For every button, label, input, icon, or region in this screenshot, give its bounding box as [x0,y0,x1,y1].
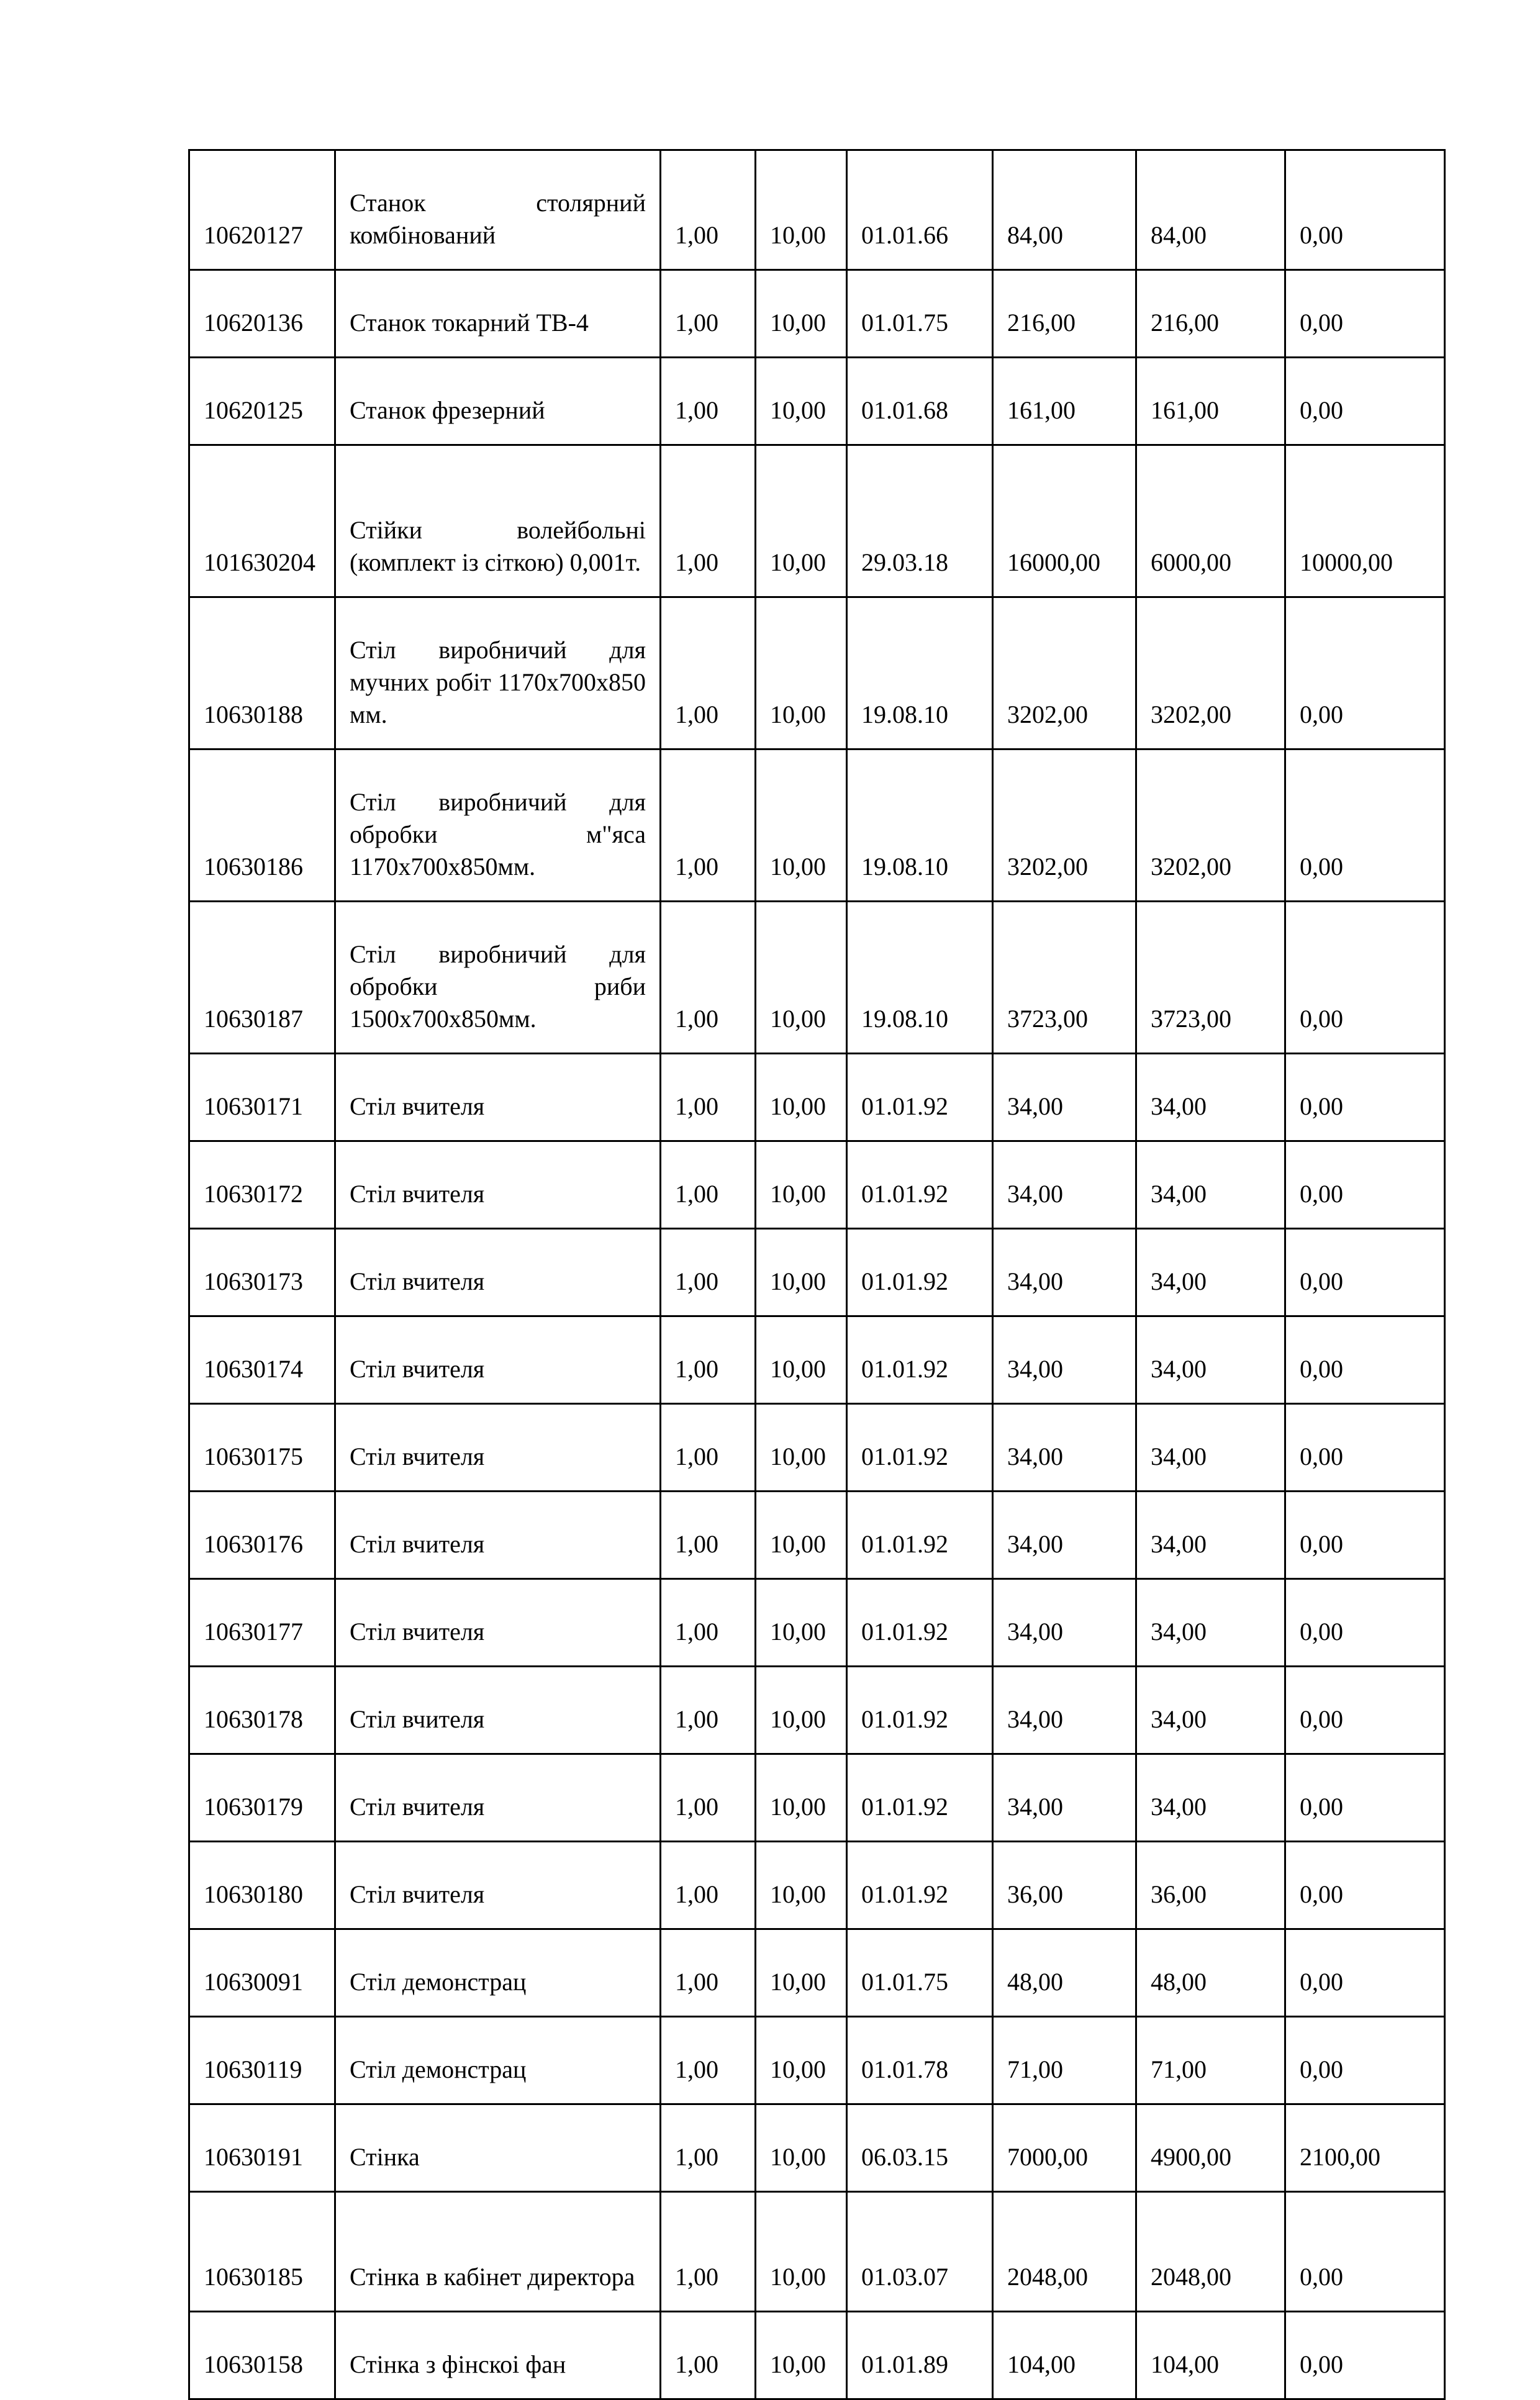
cost: 104,00 [993,2312,1136,2399]
depreciation: 34,00 [1136,1492,1285,1579]
inventory-code: 10630178 [189,1667,335,1754]
inventory-code: 10630172 [189,1141,335,1229]
residual-value: 0,00 [1285,270,1445,358]
rate: 10,00 [756,749,847,902]
table-row [189,2104,1445,2192]
depreciation: 3202,00 [1136,597,1285,749]
residual-value: 0,00 [1285,2017,1445,2104]
table-row [189,2312,1445,2399]
item-name: Стіл вчителя [335,1229,661,1316]
item-name: Стіл вчителя [335,1842,661,1929]
residual-value: 0,00 [1285,902,1445,1054]
cost: 34,00 [993,1141,1136,1229]
rate: 10,00 [756,2017,847,2104]
date: 19.08.10 [847,597,993,749]
item-name: Стіл вчителя [335,1492,661,1579]
quantity: 1,00 [661,597,756,749]
inventory-code: 10630187 [189,902,335,1054]
depreciation: 34,00 [1136,1141,1285,1229]
cost: 3723,00 [993,902,1136,1054]
residual-value: 0,00 [1285,1229,1445,1316]
rate: 10,00 [756,2312,847,2399]
table-row [189,1754,1445,1842]
depreciation: 34,00 [1136,1754,1285,1842]
residual-value: 0,00 [1285,597,1445,749]
date: 19.08.10 [847,902,993,1054]
cost: 34,00 [993,1754,1136,1842]
depreciation: 48,00 [1136,1929,1285,2017]
date: 06.03.15 [847,2104,993,2192]
date: 01.01.92 [847,1229,993,1316]
depreciation: 104,00 [1136,2312,1285,2399]
inventory-code: 10630171 [189,1054,335,1141]
quantity: 1,00 [661,1929,756,2017]
quantity: 1,00 [661,2312,756,2399]
inventory-table-body [189,150,1445,2399]
date: 19.08.10 [847,749,993,902]
date: 01.01.66 [847,150,993,270]
item-name: Стійки волейбольні (комплект із сіткою) 0,001т. [335,445,661,597]
rate: 10,00 [756,2192,847,2312]
table-row [189,1579,1445,1667]
date: 01.01.89 [847,2312,993,2399]
depreciation: 84,00 [1136,150,1285,270]
depreciation: 36,00 [1136,1842,1285,1929]
item-name: Стіл виробничий для обробки риби 1500х700х850мм. [335,902,661,1054]
rate: 10,00 [756,1492,847,1579]
quantity: 1,00 [661,358,756,445]
cost: 16000,00 [993,445,1136,597]
quantity: 1,00 [661,902,756,1054]
quantity: 1,00 [661,2192,756,2312]
rate: 10,00 [756,1579,847,1667]
residual-value: 0,00 [1285,749,1445,902]
item-name: Стіл виробничий для обробки м"яса 1170х700х850мм. [335,749,661,902]
inventory-code: 10630179 [189,1754,335,1842]
quantity: 1,00 [661,749,756,902]
cost: 3202,00 [993,597,1136,749]
quantity: 1,00 [661,1667,756,1754]
cost: 84,00 [993,150,1136,270]
inventory-code: 10630173 [189,1229,335,1316]
cost: 34,00 [993,1667,1136,1754]
table-row [189,150,1445,270]
table-row [189,1667,1445,1754]
quantity: 1,00 [661,270,756,358]
item-name: Стіл вчителя [335,1404,661,1492]
depreciation: 161,00 [1136,358,1285,445]
item-name: Стіл вчителя [335,1667,661,1754]
residual-value: 0,00 [1285,2312,1445,2399]
inventory-code: 10630119 [189,2017,335,2104]
rate: 10,00 [756,1141,847,1229]
table-row [189,1929,1445,2017]
inventory-code: 10630177 [189,1579,335,1667]
date: 01.01.92 [847,1667,993,1754]
date: 01.01.75 [847,1929,993,2017]
item-name: Стіл демонстрац [335,2017,661,2104]
depreciation: 3723,00 [1136,902,1285,1054]
table-row [189,1316,1445,1404]
cost: 216,00 [993,270,1136,358]
inventory-code: 10630186 [189,749,335,902]
rate: 10,00 [756,1842,847,1929]
cost: 36,00 [993,1842,1136,1929]
quantity: 1,00 [661,2017,756,2104]
date: 01.03.07 [847,2192,993,2312]
quantity: 1,00 [661,1229,756,1316]
date: 01.01.92 [847,1492,993,1579]
depreciation: 3202,00 [1136,749,1285,902]
residual-value: 0,00 [1285,150,1445,270]
depreciation: 6000,00 [1136,445,1285,597]
residual-value: 0,00 [1285,1842,1445,1929]
table-row [189,902,1445,1054]
inventory-code: 101630204 [189,445,335,597]
inventory-code: 10620127 [189,150,335,270]
table-row [189,2017,1445,2104]
inventory-code: 10630175 [189,1404,335,1492]
residual-value: 0,00 [1285,1141,1445,1229]
quantity: 1,00 [661,1404,756,1492]
residual-value: 0,00 [1285,1404,1445,1492]
date: 01.01.68 [847,358,993,445]
rate: 10,00 [756,1229,847,1316]
date: 01.01.92 [847,1579,993,1667]
inventory-code: 10630176 [189,1492,335,1579]
cost: 3202,00 [993,749,1136,902]
table-row [189,1141,1445,1229]
residual-value: 0,00 [1285,358,1445,445]
inventory-code: 10630188 [189,597,335,749]
inventory-table [188,149,1446,2400]
quantity: 1,00 [661,1754,756,1842]
table-row [189,749,1445,902]
table-row [189,597,1445,749]
residual-value: 0,00 [1285,1492,1445,1579]
table-row [189,1404,1445,1492]
rate: 10,00 [756,445,847,597]
quantity: 1,00 [661,1054,756,1141]
date: 01.01.92 [847,1316,993,1404]
quantity: 1,00 [661,1842,756,1929]
inventory-code: 10630091 [189,1929,335,2017]
rate: 10,00 [756,1754,847,1842]
rate: 10,00 [756,358,847,445]
date: 29.03.18 [847,445,993,597]
depreciation: 216,00 [1136,270,1285,358]
cost: 34,00 [993,1054,1136,1141]
date: 01.01.92 [847,1404,993,1492]
item-name: Стінка в кабінет директора [335,2192,661,2312]
quantity: 1,00 [661,150,756,270]
item-name: Стінка з фінскоі фан [335,2312,661,2399]
date: 01.01.92 [847,1141,993,1229]
rate: 10,00 [756,2104,847,2192]
date: 01.01.92 [847,1842,993,1929]
item-name: Стіл вчителя [335,1579,661,1667]
inventory-code: 10630191 [189,2104,335,2192]
rate: 10,00 [756,902,847,1054]
rate: 10,00 [756,1929,847,2017]
residual-value: 0,00 [1285,1667,1445,1754]
quantity: 1,00 [661,1579,756,1667]
residual-value: 2100,00 [1285,2104,1445,2192]
table-row [189,1492,1445,1579]
item-name: Стіл вчителя [335,1754,661,1842]
depreciation: 34,00 [1136,1316,1285,1404]
residual-value: 0,00 [1285,1929,1445,2017]
residual-value: 0,00 [1285,1579,1445,1667]
depreciation: 34,00 [1136,1404,1285,1492]
residual-value: 0,00 [1285,1054,1445,1141]
cost: 34,00 [993,1404,1136,1492]
item-name: Стіл вчителя [335,1054,661,1141]
cost: 34,00 [993,1229,1136,1316]
depreciation: 34,00 [1136,1054,1285,1141]
depreciation: 34,00 [1136,1579,1285,1667]
inventory-code: 10630158 [189,2312,335,2399]
quantity: 1,00 [661,2104,756,2192]
residual-value: 0,00 [1285,1754,1445,1842]
rate: 10,00 [756,597,847,749]
cost: 7000,00 [993,2104,1136,2192]
item-name: Станок токарний ТВ-4 [335,270,661,358]
cost: 48,00 [993,1929,1136,2017]
cost: 34,00 [993,1492,1136,1579]
date: 01.01.75 [847,270,993,358]
rate: 10,00 [756,270,847,358]
inventory-code: 10630180 [189,1842,335,1929]
date: 01.01.92 [847,1754,993,1842]
cost: 34,00 [993,1579,1136,1667]
cost: 34,00 [993,1316,1136,1404]
residual-value: 0,00 [1285,2192,1445,2312]
table-row [189,270,1445,358]
item-name: Стіл демонстрац [335,1929,661,2017]
table-row [189,2192,1445,2312]
table-row [189,1229,1445,1316]
depreciation: 34,00 [1136,1229,1285,1316]
depreciation: 71,00 [1136,2017,1285,2104]
rate: 10,00 [756,1316,847,1404]
table-row [189,445,1445,597]
inventory-code: 10630174 [189,1316,335,1404]
item-name: Стіл вчителя [335,1316,661,1404]
item-name: Станок столярний комбінований [335,150,661,270]
cost: 161,00 [993,358,1136,445]
quantity: 1,00 [661,445,756,597]
depreciation: 34,00 [1136,1667,1285,1754]
table-row [189,1842,1445,1929]
quantity: 1,00 [661,1141,756,1229]
rate: 10,00 [756,1404,847,1492]
inventory-code: 10620125 [189,358,335,445]
quantity: 1,00 [661,1316,756,1404]
inventory-code: 10620136 [189,270,335,358]
cost: 71,00 [993,2017,1136,2104]
table-row [189,1054,1445,1141]
item-name: Станок фрезерний [335,358,661,445]
date: 01.01.78 [847,2017,993,2104]
inventory-code: 10630185 [189,2192,335,2312]
date: 01.01.92 [847,1054,993,1141]
depreciation: 4900,00 [1136,2104,1285,2192]
table-row [189,358,1445,445]
cost: 2048,00 [993,2192,1136,2312]
item-name: Стіл вчителя [335,1141,661,1229]
item-name: Стіл виробничий для мучних робіт 1170х700х850 мм. [335,597,661,749]
item-name: Стінка [335,2104,661,2192]
rate: 10,00 [756,1667,847,1754]
quantity: 1,00 [661,1492,756,1579]
residual-value: 0,00 [1285,1316,1445,1404]
residual-value: 10000,00 [1285,445,1445,597]
rate: 10,00 [756,1054,847,1141]
rate: 10,00 [756,150,847,270]
depreciation: 2048,00 [1136,2192,1285,2312]
